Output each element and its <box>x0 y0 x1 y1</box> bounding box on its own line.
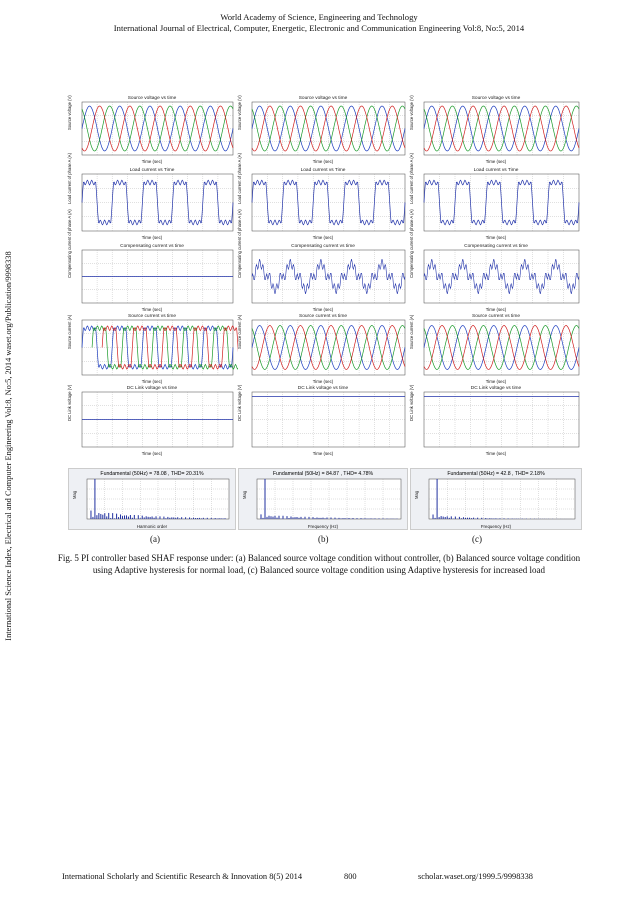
plot-canvas <box>238 314 408 384</box>
panel-label-b: (b) <box>318 534 329 544</box>
side-publication-text: International Science Index, Electrical and Computer Engineering Vol:8, No:5, 2014 waset.org/Publication/9998338 <box>4 251 13 641</box>
plot-canvas <box>238 244 408 312</box>
plot-ylabel: Compensating current of phase A (A) <box>67 209 72 278</box>
fft-xlabel: Harmonic order <box>136 524 168 529</box>
plot-ylabel: Load current of phase A (A) <box>237 153 242 204</box>
fft-ylabel: Mag <box>72 490 77 499</box>
plot-canvas <box>410 386 582 456</box>
plot-r2-c3 <box>409 153 582 240</box>
fft-xlabel: Frequency (Hz) <box>480 524 512 529</box>
plot-canvas <box>238 386 408 456</box>
plot-xlabel: Time (sec) <box>312 159 334 164</box>
plot-title: Load current vs Time <box>129 168 175 173</box>
plot-r4-c1 <box>68 314 236 384</box>
plot-canvas <box>410 168 582 240</box>
plot-xlabel: Time (sec) <box>141 235 163 240</box>
plot-r1-c1 <box>68 96 236 164</box>
plot-xlabel: Time (sec) <box>312 235 334 240</box>
plot-canvas <box>238 96 408 164</box>
plot-ylabel: Compensating current of phase A (A) <box>409 209 414 278</box>
footer-url: scholar.waset.org/1999.5/9998338 <box>418 872 533 881</box>
fft-ylabel: Mag <box>414 490 419 499</box>
plot-r3-c3 <box>409 209 582 312</box>
fft-spectrum-c <box>410 468 582 530</box>
plot-canvas <box>410 314 582 384</box>
fft-title: Fundamental (50Hz) = 84.87 , THD= 4.78% <box>272 471 374 477</box>
fft-title: Fundamental (50Hz) = 42.8 , THD= 2.18% <box>447 471 545 477</box>
plot-xlabel: Time (sec) <box>312 379 334 384</box>
plot-canvas <box>68 96 236 164</box>
plot-canvas <box>68 314 236 384</box>
plot-r4-c2 <box>238 314 408 384</box>
panel-label-c: (c) <box>472 534 482 544</box>
plot-ylabel: Load current of phase A (A) <box>409 153 414 204</box>
plot-xlabel: Time (sec) <box>485 307 507 312</box>
fft-canvas <box>69 469 237 531</box>
plot-title: DC Link voltage vs time <box>470 386 522 391</box>
plot-title: DC Link voltage vs time <box>297 386 349 391</box>
plot-title: Compensating current vs time <box>464 244 528 249</box>
plot-ylabel: DC Link voltage (V) <box>237 384 242 421</box>
plot-title: Source voltage vs time <box>471 96 521 101</box>
plot-r3-c1 <box>67 209 236 312</box>
plot-r5-c3 <box>410 386 582 456</box>
plot-canvas <box>68 244 236 312</box>
plot-r4-c3 <box>410 314 582 384</box>
panel-label-a: (a) <box>150 534 160 544</box>
fft-spectrum-b <box>238 468 408 530</box>
plot-ylabel: Source voltage (V) <box>409 95 414 130</box>
plot-ylabel: Source current (A) <box>409 314 414 349</box>
plot-xlabel: Time (sec) <box>141 451 163 456</box>
plot-ylabel: Source current (A) <box>67 314 72 349</box>
plot-r5-c2 <box>238 386 408 456</box>
fft-xlabel: Frequency (Hz) <box>307 524 339 529</box>
fft-title: Fundamental (50Hz) = 78.08 , THD= 20.31% <box>100 471 204 477</box>
plot-canvas <box>238 168 408 240</box>
plot-ylabel: Compensating current of phase A (A) <box>237 209 242 278</box>
plot-ylabel: Source current (A) <box>237 314 242 349</box>
plot-title: Load current vs Time <box>300 168 346 173</box>
plot-canvas <box>68 168 236 240</box>
plot-xlabel: Time (sec) <box>485 159 507 164</box>
plot-xlabel: Time (sec) <box>141 379 163 384</box>
plot-r2-c2 <box>237 153 408 240</box>
plot-ylabel: Load current of phase A (A) <box>67 153 72 204</box>
plot-ylabel: DC Link voltage (V) <box>67 384 72 421</box>
footer-page-number: 800 <box>344 872 357 881</box>
plot-title: Source current vs time <box>128 314 176 319</box>
plot-xlabel: Time (sec) <box>312 307 334 312</box>
fft-canvas <box>411 469 583 531</box>
plot-canvas <box>410 96 582 164</box>
plot-xlabel: Time (sec) <box>141 159 163 164</box>
plot-title: Source voltage vs time <box>298 96 348 101</box>
fft-ylabel: Mag <box>242 490 247 499</box>
journal-header-line2: International Journal of Electrical, Computer, Energetic, Electronic and Communication Engineering Vol:8, No:5, 2014 <box>113 23 525 33</box>
plot-xlabel: Time (sec) <box>141 307 163 312</box>
fft-canvas <box>239 469 409 531</box>
plot-canvas <box>410 244 582 312</box>
plot-xlabel: Time (sec) <box>312 451 334 456</box>
footer-journal: International Scholarly and Scientific Research & Innovation 8(5) 2014 <box>62 872 303 881</box>
plot-title: DC Link voltage vs time <box>126 386 178 391</box>
plot-r3-c2 <box>237 209 408 312</box>
plot-title: Compensating current vs time <box>120 244 184 249</box>
plot-canvas <box>68 386 236 456</box>
plot-r5-c1 <box>68 386 236 456</box>
plot-r2-c1 <box>67 153 236 240</box>
fft-spectrum-a <box>68 468 236 530</box>
plot-title: Load current vs Time <box>473 168 519 173</box>
plot-r1-c3 <box>410 96 582 164</box>
plot-xlabel: Time (sec) <box>485 451 507 456</box>
figure-caption: Fig. 5 PI controller based SHAF response under: (a) Balanced source voltage condition without controller, (b) Balanced source voltage condition using Adaptive hysteresis for normal load, (c) Balanced source voltage condition using Adaptive hysteresis for increased load <box>57 553 581 575</box>
plot-title: Source current vs time <box>299 314 347 319</box>
plot-xlabel: Time (sec) <box>485 379 507 384</box>
journal-header-line1: World Academy of Science, Engineering and Technology <box>220 12 418 22</box>
plot-ylabel: Source voltage (V) <box>237 95 242 130</box>
plot-ylabel: DC Link voltage (V) <box>409 384 414 421</box>
plot-title: Source current vs time <box>472 314 520 319</box>
plot-ylabel: Source voltage (V) <box>67 95 72 130</box>
plot-title: Compensating current vs time <box>291 244 355 249</box>
plot-r1-c2 <box>238 96 408 164</box>
plot-title: Source voltage vs time <box>127 96 177 101</box>
plot-xlabel: Time (sec) <box>485 235 507 240</box>
